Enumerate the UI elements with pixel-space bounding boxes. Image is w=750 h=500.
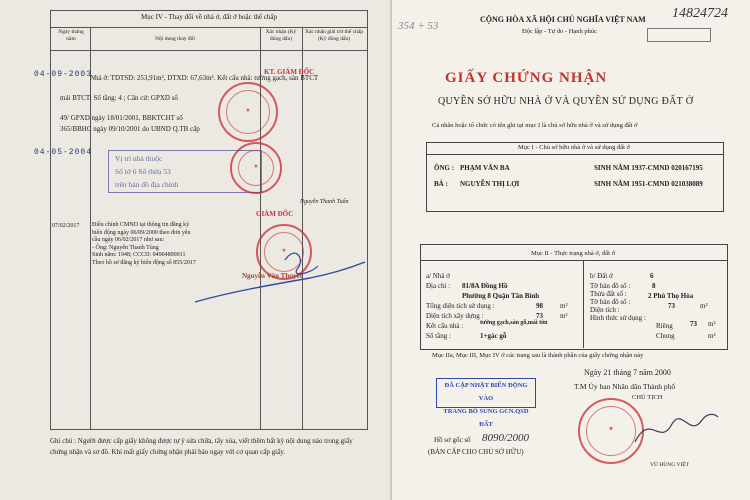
land-area: 73 [668, 302, 675, 310]
structure-value: tường gạch,sàn gỗ,mái tôn [480, 320, 548, 326]
box-line-1: Vị trí nhà thuộc [115, 154, 163, 163]
box-line-2: Số tờ 6 Số thửa 53 [115, 167, 171, 176]
land-head: b/ Đất ở [590, 272, 613, 280]
entry3-line6: Theo hồ sơ đăng ký biến động số 855/2017 [92, 259, 196, 266]
table-header [51, 27, 367, 51]
entry3-block [92, 222, 196, 267]
update-stamp-line2: TRANG BỔ SUNG GCN.QSD ĐẤT [443, 408, 529, 428]
address-line1: 81/8A Đồng Hồ [462, 282, 508, 290]
shared-area-unit: m² [708, 332, 716, 340]
signer-name-1: Nguyễn Thanh Tuấn [300, 199, 349, 205]
signer-name: VŨ HÙNG VIỆT [650, 462, 690, 468]
total-area: 98 [536, 302, 543, 310]
built-area: 73 [536, 312, 543, 320]
entry3-line4: - Ông: Nguyễn Thanh Tùng [92, 244, 159, 251]
date-stamp-1: 04-09-2003 [34, 70, 93, 79]
update-stamp-line1: ĐÃ CẬP NHẬT BIẾN ĐỘNG VÀO [444, 382, 528, 402]
date-stamp-2: 04-05-2004 [34, 148, 93, 157]
red-seal-3: ✶ [256, 224, 312, 280]
section-ii-title: Mục II - Thực trạng nhà ở, đất ở [530, 250, 616, 257]
date-3: 07/02/2017 [52, 223, 80, 229]
serial-number: 14824724 [672, 6, 728, 21]
col-confirm-header: Xác nhận (Ký đóng dấu) [265, 29, 297, 42]
owner1-name: PHẠM VĂN BA [460, 164, 510, 172]
country-header: CỘNG HÒA XÃ HỘI CHỦ NGHĨA VIỆT NAM [480, 15, 646, 24]
red-seal-1: ✶ [218, 82, 278, 142]
intro-text: Cá nhân hoặc tổ chức có tên ghi tại mục I là chủ sở hữu nhà ở và sử dụng đất ở [432, 122, 638, 129]
private-area-unit: m² [708, 320, 716, 328]
owner2-name: NGUYỄN THỊ LỢI [460, 180, 520, 188]
authority-role: CHỦ TỊCH [632, 394, 663, 401]
floors-value: 1+gác gỗ [480, 332, 507, 340]
footnote: Ghi chú : Người được cấp giấy không được tự ý sửa chữa, tẩy xóa, viết thêm bất kỳ nội dung nào trong giấy chứng nhận và sơ đồ. Khi mất giấy chứng nhận phải báo ngay với cơ quan cấp giấy. [50, 437, 353, 456]
col-content-header: Nội dung thay đổi [155, 36, 195, 42]
red-seal-2: ✶ [230, 142, 282, 194]
address-line2: Phường 8 Quận Tân Bình [462, 292, 540, 300]
motto: Độc lập - Tự do - Hạnh phúc [522, 28, 598, 35]
house-head: a/ Nhà ở [426, 272, 450, 280]
entry1-line3: 49/ GPXD ngày 18/01/2001, BBKTCHT số [60, 114, 183, 122]
entry3-line2: biến động ngày 06/09/2000 theo đơn yêu [92, 229, 191, 236]
form-label: Hình thức sử dụng : [590, 314, 646, 322]
owner1-label: ÔNG : [434, 164, 455, 172]
certificate-subtitle: QUYỀN SỞ HỮU NHÀ Ở VÀ QUYỀN SỬ DỤNG ĐẤT Ở [438, 96, 694, 107]
owner1-info: SINH NĂM 1937-CMND 020167195 [594, 164, 703, 172]
update-stamp [436, 378, 536, 428]
owner2-label: BÀ : [434, 180, 448, 188]
stamp-role-1: KT. GIÁM ĐỐC [264, 68, 315, 76]
entry1-line2: mái BTCT; Số tầng: 4 ; Căn cứ: GPXD số [60, 94, 178, 102]
number-boxes [647, 28, 711, 42]
stamp-role-2: GIÁM ĐỐC [256, 210, 294, 218]
record-number: 8090/2000 [482, 432, 530, 444]
section-iv-title: Mục IV - Thay đổi về nhà ở, đất ở hoặc thế chấp [140, 13, 278, 21]
record-label: Hồ sơ gốc số [434, 436, 471, 444]
entry3-line3: cầu ngày 06/02/2017 như sau: [92, 237, 165, 243]
section-i-title: Mục I - Chủ sở hữu nhà ở và sử dụng đất ở [518, 144, 630, 151]
entry1-line1: Nhà ở: TDTSD: 253,91m², DTXD: 67,63m². Kết cấu nhà: tường gạch, sàn BTCT [90, 74, 319, 82]
copy-note: (BẢN CẤP CHO CHỦ SỞ HỮU) [428, 448, 524, 456]
signer-name-2: Nguyễn Văn Thuyết [242, 272, 303, 280]
plot-value: 8 [652, 282, 656, 290]
col-date-header: Ngày tháng năm [58, 29, 84, 42]
chairman-signature [630, 402, 720, 452]
box-line-3: trên bản đồ địa chính [115, 180, 179, 189]
entry1-line4: 365/BBHC ngày 09/10/2001 do UBND Q.TB cấp [60, 125, 200, 133]
total-area-unit: m² [560, 302, 568, 310]
plot-label: Thửa đất số : [590, 290, 627, 298]
note-text: Mục IIa, Mục III, Mục IV ở các trang sau là thành phần của giấy chứng nhận này [432, 352, 644, 359]
entry3-line5: Sinh năm: 1948; CCCD: 04904800011 [92, 252, 186, 258]
shared-label: Chung [656, 332, 675, 340]
state-red-seal: ★ [578, 398, 644, 464]
entry3-line1: Điều chỉnh CMND tại thông tin đăng ký [92, 222, 190, 228]
date-line: Ngày 21 tháng 7 năm 2000 [584, 368, 671, 377]
authority: T.M Ủy ban Nhân dân Thành phố [574, 382, 676, 391]
address-label: Địa chỉ : [426, 282, 451, 290]
land-area-unit: m² [700, 302, 708, 310]
certificate-title: GIẤY CHỨNG NHẬN [445, 70, 608, 86]
built-area-unit: m² [560, 312, 568, 320]
total-area-label: Tổng diện tích sử dụng : [426, 302, 495, 310]
sheet-value: 6 [650, 272, 654, 280]
owner2-info: SINH NĂM 1951-CMND 021038089 [594, 180, 703, 188]
map-label: Tờ bản đồ số : [590, 298, 631, 306]
sheet-label: Tờ bản đồ số : [590, 282, 631, 290]
handwritten-code: 354 + 53 [398, 20, 439, 32]
land-area-label: Diện tích : [590, 306, 620, 314]
section-i-box [426, 142, 724, 212]
built-area-label: Diện tích xây dựng : [426, 312, 484, 320]
map-area: 2 Phú Thọ Hòa [648, 292, 694, 300]
signature-stroke [190, 240, 370, 310]
structure-label: Kết cấu nhà : [426, 322, 464, 330]
private-area: 73 [690, 320, 697, 328]
col-release-header: Xác nhận giải trừ thế chấp (Ký đóng dấu) [304, 29, 364, 42]
private-label: Riêng [656, 322, 673, 330]
floors-label: Số tầng : [426, 332, 451, 340]
